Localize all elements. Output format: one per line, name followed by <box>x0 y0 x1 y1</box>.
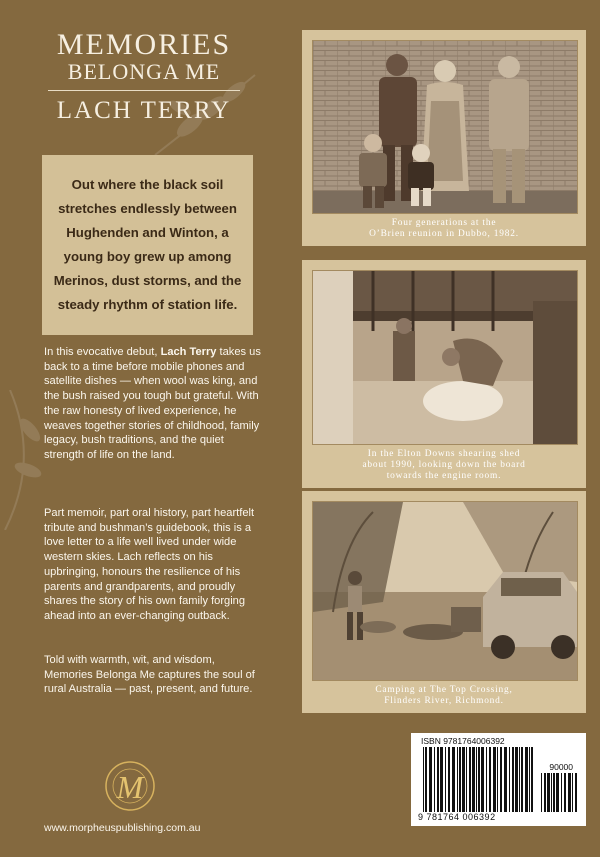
title-divider <box>48 90 240 91</box>
barcode-bar <box>572 773 573 812</box>
blurb-paragraph-3: Told with warmth, wit, and wisdom, Memories Belonga Me captures the soul of rural Australia — past, present, and future. <box>44 654 255 696</box>
barcode-bar <box>445 747 446 812</box>
barcode-bar <box>515 747 518 812</box>
barcode-bar <box>556 773 559 812</box>
blurb-author-name: Lach Terry <box>160 346 217 358</box>
publisher-website: www.morpheuspublishing.com.au <box>44 822 201 834</box>
author-name: LACH TERRY <box>56 97 232 124</box>
family-portrait-photo <box>312 40 578 214</box>
barcode-bar <box>493 747 496 812</box>
blurb-paragraph-2: Part memoir, part oral history, part heartfelt tribute and bushman’s guidebook, this is a love letter to a life well lived under wide western skies. Lach reflects on his upbringing, honours the resilience of his parents and grandparents, and proudly shares the story of his own family forging ahead into an ever-changing outback. <box>44 507 255 622</box>
barcode-bar <box>568 773 571 812</box>
caption-line: Four generations at the <box>391 218 497 228</box>
hook-text: Out where the black soil stretches endlessly between Hughenden and Winton, a young boy grew up among Merinos, dust storms, and the steady rhythm of station life. <box>53 177 242 312</box>
publisher-logo-letter: M <box>116 769 144 805</box>
barcode-bar <box>486 747 487 812</box>
blurb-paragraph-1 <box>44 345 264 463</box>
camping-photo <box>312 501 578 681</box>
barcode-bar <box>481 747 484 812</box>
photo-card-family <box>302 30 586 246</box>
barcode-bar <box>551 773 552 812</box>
barcode-bar <box>448 747 450 812</box>
caption-line: O’Brien reunion in Dubbo, 1982. <box>369 229 519 239</box>
book-title-line1: MEMORIES <box>56 28 232 61</box>
barcode-bar <box>541 773 542 812</box>
barcode-bar <box>434 747 435 812</box>
isbn-digits: 9 781764 006392 <box>418 812 496 822</box>
caption-line: about 1990, looking down the board <box>362 460 526 470</box>
book-title-line2: BELONGA ME <box>67 59 221 84</box>
barcode-bar <box>469 747 471 812</box>
barcode-bar <box>564 773 566 812</box>
barcode-bar <box>512 747 514 812</box>
publisher-logo-icon <box>100 758 160 814</box>
barcode-bar <box>459 747 461 812</box>
barcode-bar <box>466 747 467 812</box>
barcode-bar <box>509 747 510 812</box>
barcode-bar <box>457 747 458 812</box>
title-block <box>44 30 244 125</box>
barcode-bar <box>547 773 550 812</box>
barcode-bar <box>452 747 455 812</box>
barcode-bar <box>519 747 520 812</box>
barcode-bar <box>529 747 530 812</box>
photo-card-shearing <box>302 260 586 488</box>
photo-caption <box>312 449 576 482</box>
price-code: 90000 <box>549 762 573 772</box>
barcode-bar <box>429 747 432 812</box>
barcode-bar <box>553 773 555 812</box>
barcode-bar <box>440 747 443 812</box>
caption-line: Camping at The Top Crossing, <box>375 685 513 695</box>
barcode-bar <box>437 747 439 812</box>
barcode-bar <box>521 747 523 812</box>
photo-caption <box>312 685 576 707</box>
barcode-bar <box>544 773 546 812</box>
caption-line: Flinders River, Richmond. <box>384 696 504 706</box>
barcode-icon <box>423 747 533 812</box>
caption-line: towards the engine room. <box>386 471 502 481</box>
isbn-label: ISBN 9781764006392 <box>421 736 505 746</box>
barcode-bar <box>489 747 491 812</box>
photo-caption <box>312 218 576 240</box>
barcode-bar <box>476 747 477 812</box>
barcode-bar <box>500 747 502 812</box>
shearing-shed-photo <box>312 270 578 445</box>
barcode-bar <box>531 747 533 812</box>
barcode-bar <box>478 747 480 812</box>
barcode-bar <box>561 773 562 812</box>
barcode-bar <box>425 747 427 812</box>
barcode-bar <box>504 747 507 812</box>
blurb-text: In this evocative debut, <box>44 346 161 358</box>
barcode-addon-icon <box>541 773 577 812</box>
isbn-barcode <box>411 733 586 826</box>
photo-card-camping <box>302 491 586 713</box>
barcode-bar <box>575 773 577 812</box>
caption-line: In the Elton Downs shearing shed <box>367 449 521 459</box>
barcode-bar <box>423 747 424 812</box>
barcode-bar <box>525 747 528 812</box>
barcode-bar <box>472 747 475 812</box>
hook-panel <box>42 155 253 335</box>
barcode-bar <box>497 747 498 812</box>
barcode-bar <box>462 747 465 812</box>
blurb-text: takes us back to a time before mobile phones and satellite dishes — when wool was king, and the bush raised you tough but grateful. With the raw honesty of lived experience, he weaves together stories of childhood, family legacy, bush traditions, and the quiet strength of life on the land. <box>44 346 261 461</box>
